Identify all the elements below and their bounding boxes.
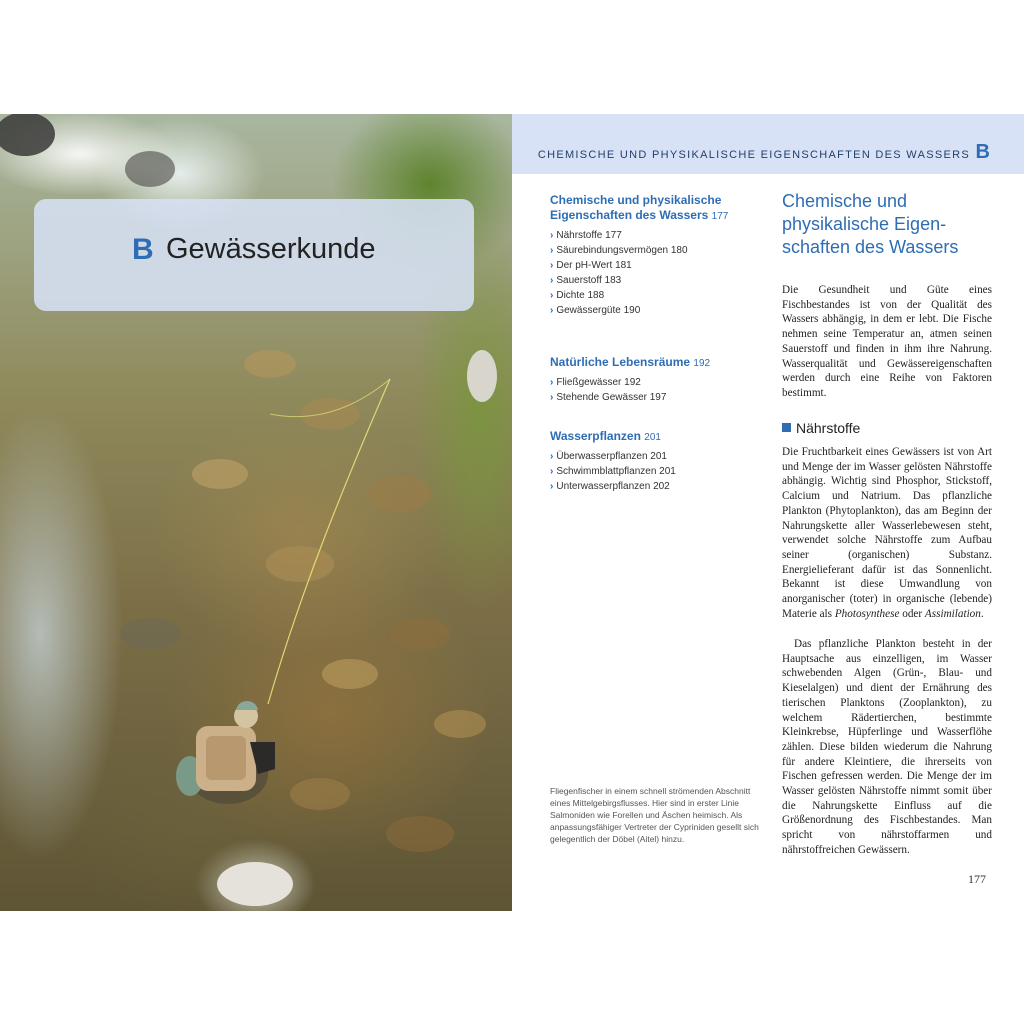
- toc-item[interactable]: › Der pH-Wert 181: [550, 260, 632, 271]
- toc-item[interactable]: › Überwasserpflanzen 201: [550, 451, 667, 462]
- chapter-title-box: [34, 199, 474, 311]
- toc-item[interactable]: › Fließgewässer 192: [550, 377, 641, 388]
- subsection-heading: Nährstoffe: [782, 420, 992, 436]
- toc-heading: Wasserpflanzen 201: [550, 429, 661, 443]
- paragraph-nutrients: Die Fruchtbarkeit eines Gewässers ist von Art und Menge der im Wasser gelösten Nährstoffe abhängig. Wichtig sind Phosphor, Stickstoff, Calcium und Natrium. Das pflanzliche Plankton (Phytoplankton), das am Beginn der Nahrungskette aller Wasserlebewesen steht, verwendet solche Nährstoffe zum Aufbau seiner (organischen) Substanz. Energielieferant dafür ist das Sonnenlicht. Bekannt ist diese Umwandlung von anorganischer (toter) in organische (lebende) Materie als Photosynthese oder Assimilation.: [782, 446, 992, 620]
- section-marker-icon: [782, 423, 791, 432]
- chapter-letter: B: [132, 233, 154, 266]
- chapter-title: Gewässerkunde: [166, 233, 376, 265]
- photo-caption: Fliegenfischer in einem schnell strömenden Abschnitt eines Mittelgebirgsflusses. Hier sind in erster Linie Salmoniden wie Forellen und Äschen heimisch. Als anpassungsfähiger Vertreter der Cypriniden gesellt sich gelegentlich der Döbel (Aitel) hinzu.: [550, 786, 759, 844]
- toc-item[interactable]: › Unterwasserpflanzen 202: [550, 481, 670, 492]
- toc-section-chemistry: [550, 193, 760, 318]
- toc-section-plants: [550, 429, 760, 494]
- header-chapter-letter: B: [975, 141, 990, 163]
- toc-heading: Natürliche Lebensräume 192: [550, 355, 711, 369]
- toc-item[interactable]: › Nährstoffe 177: [550, 230, 622, 241]
- toc-item[interactable]: › Gewässergüte 190: [550, 305, 641, 316]
- toc-item[interactable]: › Schwimmblattpflanzen 201: [550, 466, 676, 477]
- toc-heading: Chemische und physikalische Eigenschaften des Wassers 177: [550, 193, 729, 222]
- intro-paragraph: Die Gesundheit und Güte eines Fischbestandes ist von der Qualität des Wassers abhängig, in dem er lebt. Die Fische nehmen seine Temperatur an, atmen seinen Sauerstoff und finden in ihm ihre Nahrung. Wasserqualität und Gewässereigenschaften werden durch eine Reihe von Faktoren bestimmt.: [782, 284, 992, 399]
- running-title: CHEMISCHE UND PHYSIKALISCHE EIGENSCHAFTEN DES WASSERS: [537, 149, 970, 161]
- angler-figure: [176, 701, 275, 804]
- page-number: 177: [968, 872, 986, 886]
- toc-item[interactable]: › Säurebindungsvermögen 180: [550, 245, 688, 256]
- paragraph-plankton: Das pflanzliche Plankton besteht in der Hauptsache aus einzelligen, im Wasser schwebenden Algen (Grün-, Blau- und Kieselalgen) und dient der Ernährung des tierischen Planktons (Zooplankton), zu welchem Rädertierchen, bestimmte Kleinkrebse, Hüpferlinge und Wasserflöhe zählen. Diese bilden wiederum die Nahrung für andere Kleintiere, die ihrerseits von Fischen gefressen werden. Die Menge der im Wasser gelösten Nährstoffe nimmt somit über die Nahrungskette Einfluss auf die Größenordnung des Fischbestandes. Man spricht von nährstoffarmen und nährstoffreichen Gewässern.: [782, 638, 992, 856]
- running-header: [512, 114, 1024, 174]
- toc-item[interactable]: › Sauerstoff 183: [550, 275, 622, 286]
- toc-item[interactable]: › Stehende Gewässer 197: [550, 392, 667, 403]
- river-photo: [0, 114, 512, 911]
- toc-item[interactable]: › Dichte 188: [550, 290, 605, 301]
- toc-section-habitats: [550, 355, 760, 405]
- section-title: Chemische und physikalische Eigen-schaften des Wassers: [782, 191, 959, 257]
